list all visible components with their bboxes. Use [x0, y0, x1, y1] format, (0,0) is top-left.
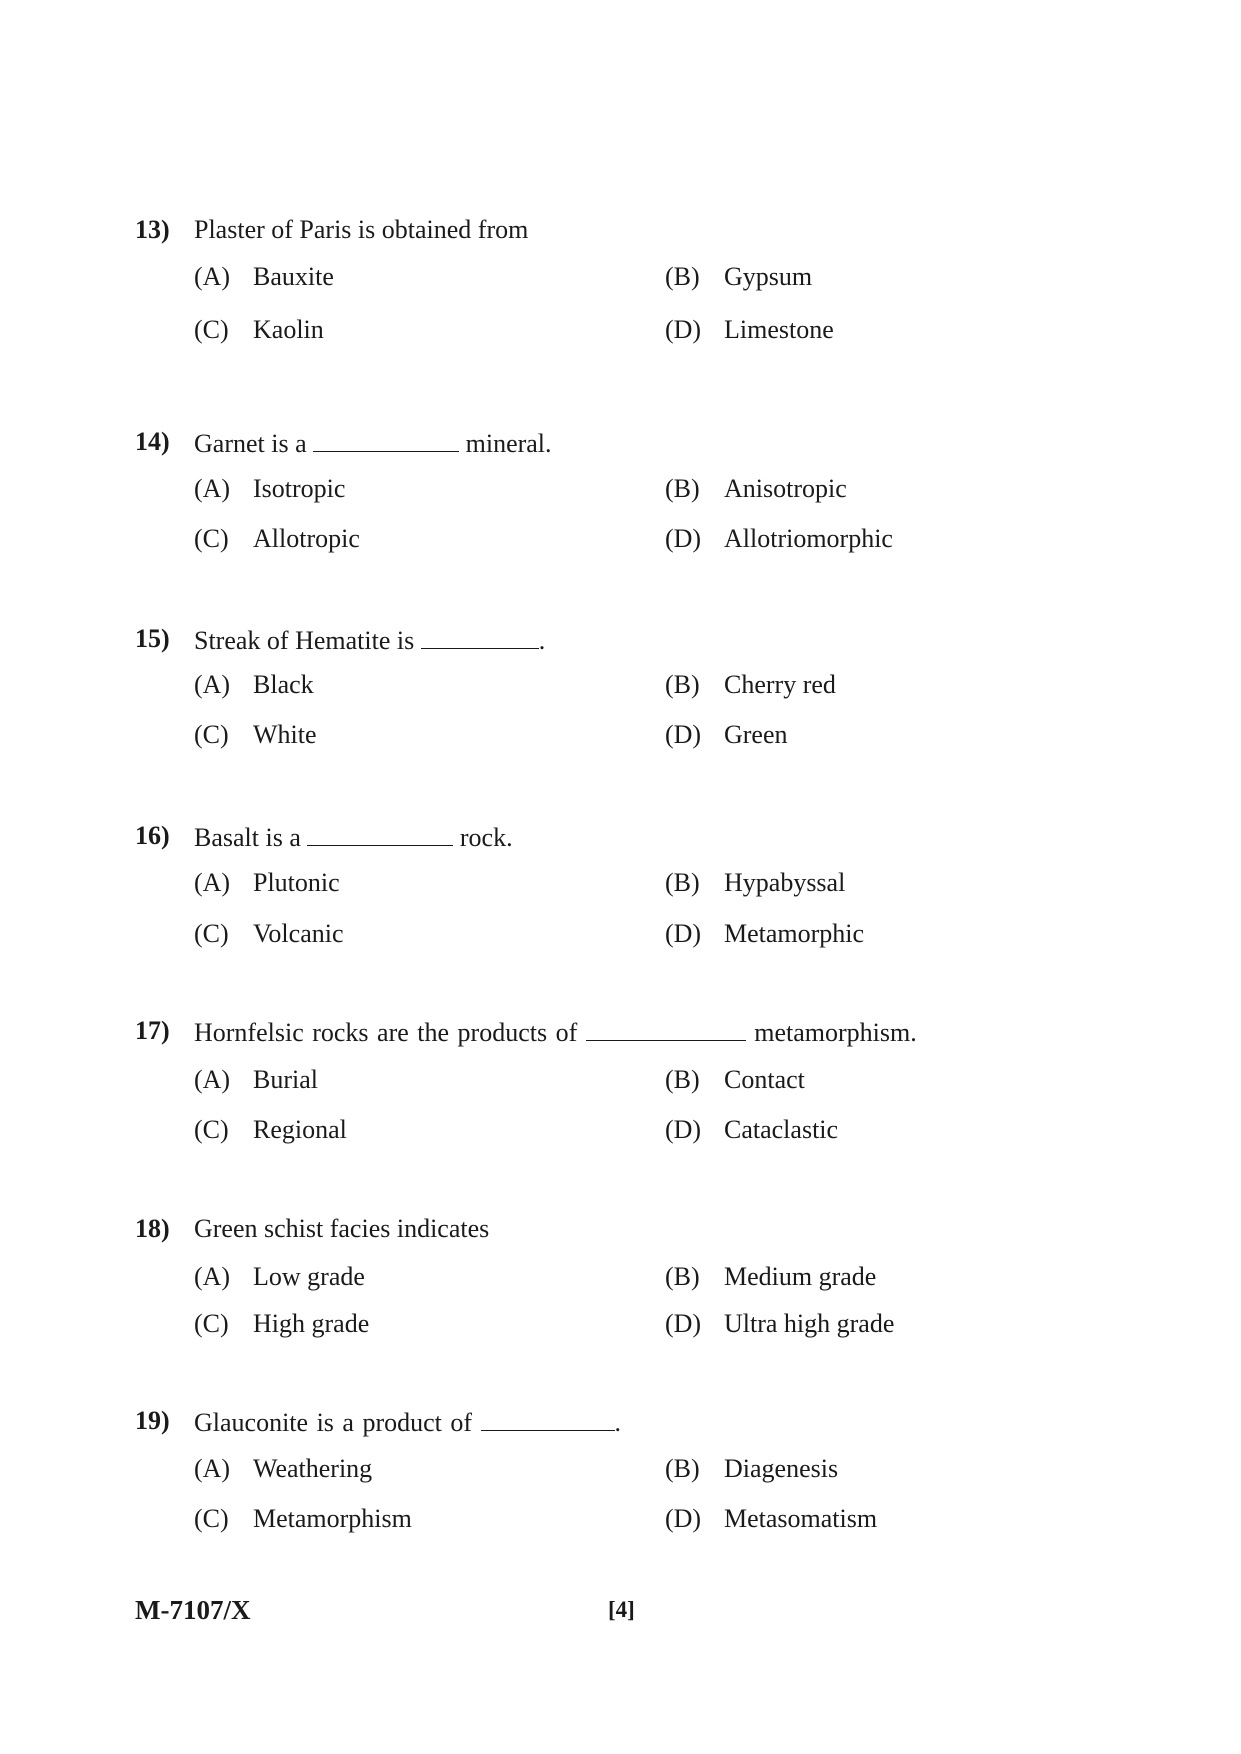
- answer-blank: [481, 1404, 615, 1431]
- option-letter: (D): [665, 1115, 702, 1144]
- option-letter: (C): [194, 1309, 229, 1338]
- option-text: Metamorphic: [724, 919, 865, 948]
- option-letter: (B): [665, 670, 700, 699]
- option-letter: (B): [665, 262, 700, 291]
- option-letter: (D): [665, 919, 702, 948]
- question-text: [194, 1212, 489, 1246]
- option-letter: (D): [665, 720, 702, 749]
- option-text: Kaolin: [253, 315, 324, 344]
- option-letter: (D): [665, 1504, 702, 1533]
- question-stem: [135, 622, 1135, 656]
- question-text-start: Green schist facies indicates: [194, 1214, 490, 1243]
- option-text: Weathering: [253, 1454, 373, 1483]
- question-text-end: rock.: [453, 823, 513, 852]
- question-17: [135, 1014, 1135, 1144]
- option-text: Cherry red: [724, 670, 836, 699]
- option-letter: (B): [665, 1262, 700, 1291]
- option-letter: (B): [665, 868, 700, 897]
- option-letter: (A): [194, 1065, 231, 1094]
- option-text: Contact: [724, 1065, 805, 1094]
- option-letter: (A): [194, 1262, 231, 1291]
- option-text: White: [253, 720, 317, 749]
- option-letter: (A): [194, 670, 231, 699]
- option-letter: (B): [665, 1454, 700, 1483]
- option-letter: (C): [194, 720, 229, 749]
- question-text-start: Plaster of Paris is obtained from: [194, 215, 529, 244]
- option-text: Diagenesis: [724, 1454, 839, 1483]
- option-text: High grade: [253, 1309, 370, 1338]
- option-letter: (C): [194, 524, 229, 553]
- question-text-end: mineral.: [459, 429, 552, 458]
- question-15: [135, 622, 1135, 749]
- option-text: Medium grade: [724, 1262, 877, 1291]
- option-text: Burial: [253, 1065, 318, 1094]
- option-text: Hypabyssal: [724, 868, 846, 897]
- question-18: [135, 1212, 1135, 1338]
- question-text: [194, 425, 552, 461]
- option-letter: (A): [194, 868, 231, 897]
- question-text: [194, 622, 545, 658]
- question-text: [194, 1014, 917, 1050]
- question-text: [194, 819, 513, 855]
- question-text: [194, 213, 528, 247]
- option-text: Isotropic: [253, 474, 346, 503]
- option-text: Allotropic: [253, 524, 360, 553]
- question-number: 15): [135, 624, 170, 653]
- question-text-start: Basalt is a: [194, 823, 308, 852]
- option-text: Black: [253, 670, 314, 699]
- page-number: [4]: [608, 1597, 635, 1622]
- answer-blank: [586, 1014, 746, 1041]
- option-text: Green: [724, 720, 788, 749]
- option-text: Limestone: [724, 315, 834, 344]
- option-letter: (A): [194, 1454, 231, 1483]
- option-text: Metamorphism: [253, 1504, 412, 1533]
- question-number: 14): [135, 427, 170, 456]
- option-text: Allotriomorphic: [724, 524, 893, 553]
- question-text-start: Streak of Hematite is: [194, 626, 421, 655]
- option-letter: (A): [194, 474, 231, 503]
- option-letter: (D): [665, 315, 702, 344]
- question-text-start: Garnet is a: [194, 429, 314, 458]
- question-text-start: Hornfelsic rocks are the products of: [194, 1018, 586, 1047]
- option-text: Bauxite: [253, 262, 334, 291]
- option-letter: (C): [194, 1504, 229, 1533]
- question-stem: [135, 819, 1135, 853]
- question-stem: [135, 425, 1135, 459]
- question-stem: [135, 1212, 1135, 1246]
- option-text: Metasomatism: [724, 1504, 878, 1533]
- question-stem: [135, 1404, 1135, 1438]
- question-stem: [135, 1014, 1135, 1048]
- paper-code: M-7107/X: [135, 1595, 251, 1625]
- answer-blank: [421, 622, 539, 649]
- question-text: [194, 1404, 621, 1440]
- option-letter: (B): [665, 474, 700, 503]
- question-text-end: metamorphism.: [745, 1018, 917, 1047]
- option-text: Low grade: [253, 1262, 365, 1291]
- question-number: 19): [135, 1406, 170, 1435]
- option-letter: (A): [194, 262, 231, 291]
- question-number: 18): [135, 1214, 170, 1243]
- question-14: [135, 425, 1135, 553]
- option-letter: (C): [194, 315, 229, 344]
- question-16: [135, 819, 1135, 948]
- option-letter: (D): [665, 524, 702, 553]
- question-13: [135, 213, 1135, 344]
- question-text-end: .: [538, 626, 546, 655]
- option-letter: (B): [665, 1065, 700, 1094]
- question-19: [135, 1404, 1135, 1533]
- option-text: Anisotropic: [724, 474, 847, 503]
- option-text: Regional: [253, 1115, 347, 1144]
- option-letter: (C): [194, 1115, 229, 1144]
- option-letter: (C): [194, 919, 229, 948]
- question-number: 13): [135, 215, 170, 244]
- answer-blank: [313, 425, 459, 452]
- option-text: Cataclastic: [724, 1115, 839, 1144]
- question-text-end: .: [614, 1408, 622, 1437]
- option-text: Gypsum: [724, 262, 813, 291]
- question-text-start: Glauconite is a product of: [194, 1408, 481, 1437]
- answer-blank: [307, 819, 453, 846]
- option-text: Volcanic: [253, 919, 344, 948]
- question-number: 16): [135, 821, 170, 850]
- option-letter: (D): [665, 1309, 702, 1338]
- option-text: Ultra high grade: [724, 1309, 895, 1338]
- option-text: Plutonic: [253, 868, 340, 897]
- question-number: 17): [135, 1016, 170, 1045]
- question-stem: [135, 213, 1135, 247]
